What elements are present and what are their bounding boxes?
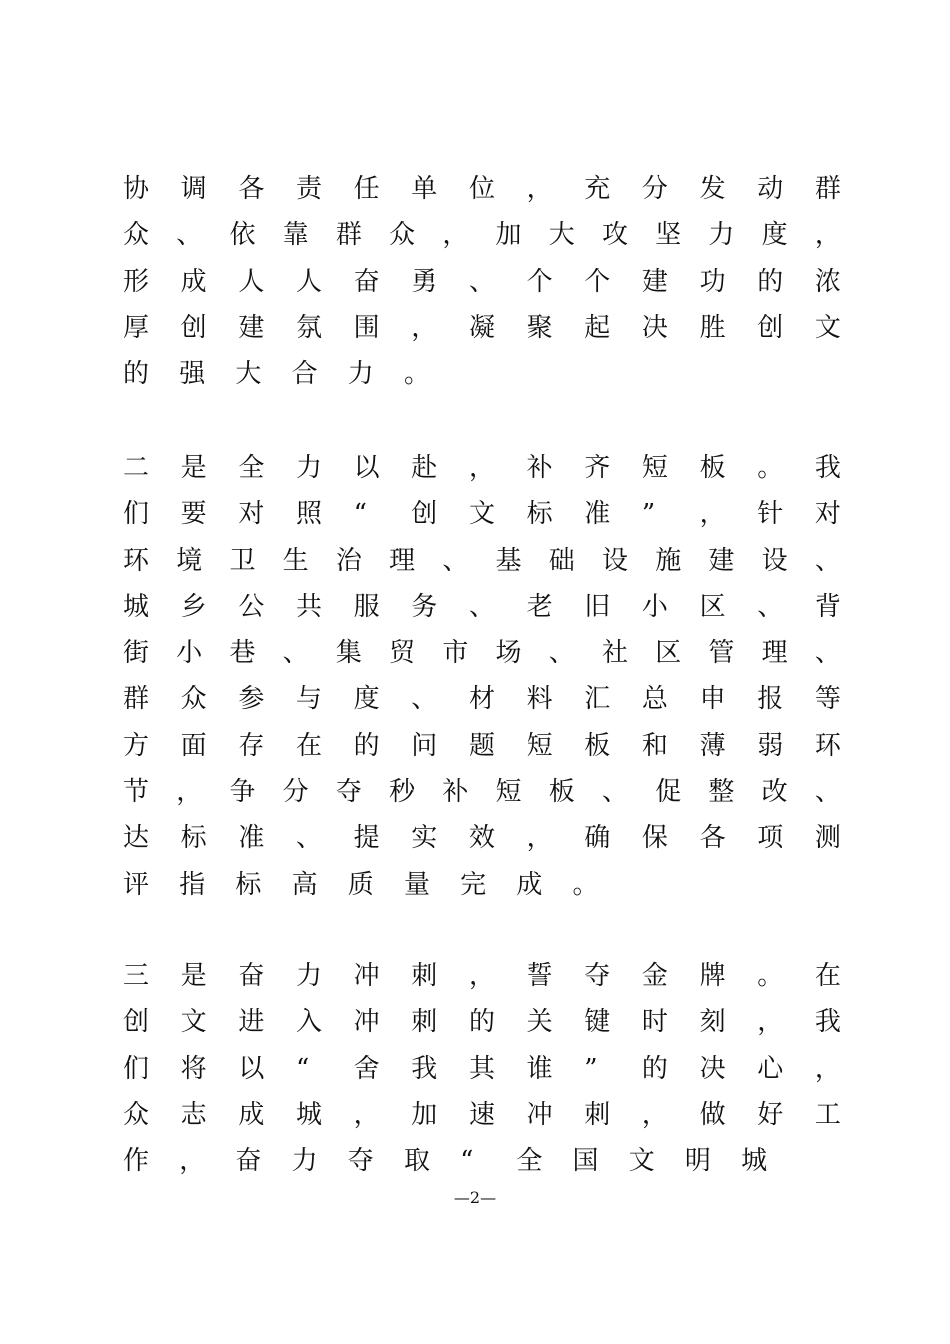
paragraph-1 bbox=[123, 166, 843, 397]
text-line: 节 ， 争 分 夺 秒 补 短 板 、 促 整 改 、 bbox=[123, 777, 841, 808]
text-line: 厚 创 建 氛 围 ， 凝 聚 起 决 胜 创 文 bbox=[123, 312, 841, 343]
text-line: 协 调 各 责 任 单 位 ， 充 分 发 动 群 bbox=[123, 174, 841, 204]
text-line: 达 标 准 、 提 实 效 ， 确 保 各 项 测 bbox=[123, 823, 841, 854]
text-line: 的 强 大 合 力 。 bbox=[123, 359, 430, 390]
page-number: —2— bbox=[453, 1188, 497, 1207]
text-line: 众 、 依 靠 群 众 ， 加 大 攻 坚 力 度 ， bbox=[123, 220, 841, 251]
paragraph-2 bbox=[123, 445, 843, 908]
text-line: 群 众 参 与 度 、 材 料 汇 总 申 报 等 bbox=[123, 684, 841, 715]
paragraph-3 bbox=[123, 953, 843, 1184]
text-line: 三 是 奋 力 冲 刺 ， 誓 夺 金 牌 。 在 bbox=[123, 961, 841, 991]
text-line: 创 文 进 入 冲 刺 的 关 键 时 刻 ， 我 bbox=[123, 1007, 841, 1038]
text-line: 形 成 人 人 奋 勇 、 个 个 建 功 的 浓 bbox=[123, 266, 841, 297]
text-line: 方 面 存 在 的 问 题 短 板 和 薄 弱 环 bbox=[123, 730, 841, 761]
text-line: 们 要 对 照 “ 创 文 标 准 ” ， 针 对 bbox=[123, 499, 841, 530]
text-line: 众 志 成 城 ， 加 速 冲 刺 ， 做 好 工 bbox=[123, 1099, 841, 1130]
text-line: 环 境 卫 生 治 理 、 基 础 设 施 建 设 、 bbox=[123, 545, 841, 576]
text-line: 作 ， 奋 力 夺 取 “ 全 国 文 明 城 bbox=[123, 1146, 768, 1177]
text-line: 城 乡 公 共 服 务 、 老 旧 小 区 、 背 bbox=[123, 591, 841, 622]
text-line: 评 指 标 高 质 量 完 成 。 bbox=[123, 869, 599, 900]
text-line: 二 是 全 力 以 赴 ， 补 齐 短 板 。 我 bbox=[123, 453, 841, 483]
text-line: 街 小 巷 、 集 贸 市 场 、 社 区 管 理 、 bbox=[123, 638, 841, 669]
text-line: 们 将 以 “ 舍 我 其 谁 ” 的 决 心 ， bbox=[123, 1053, 841, 1084]
